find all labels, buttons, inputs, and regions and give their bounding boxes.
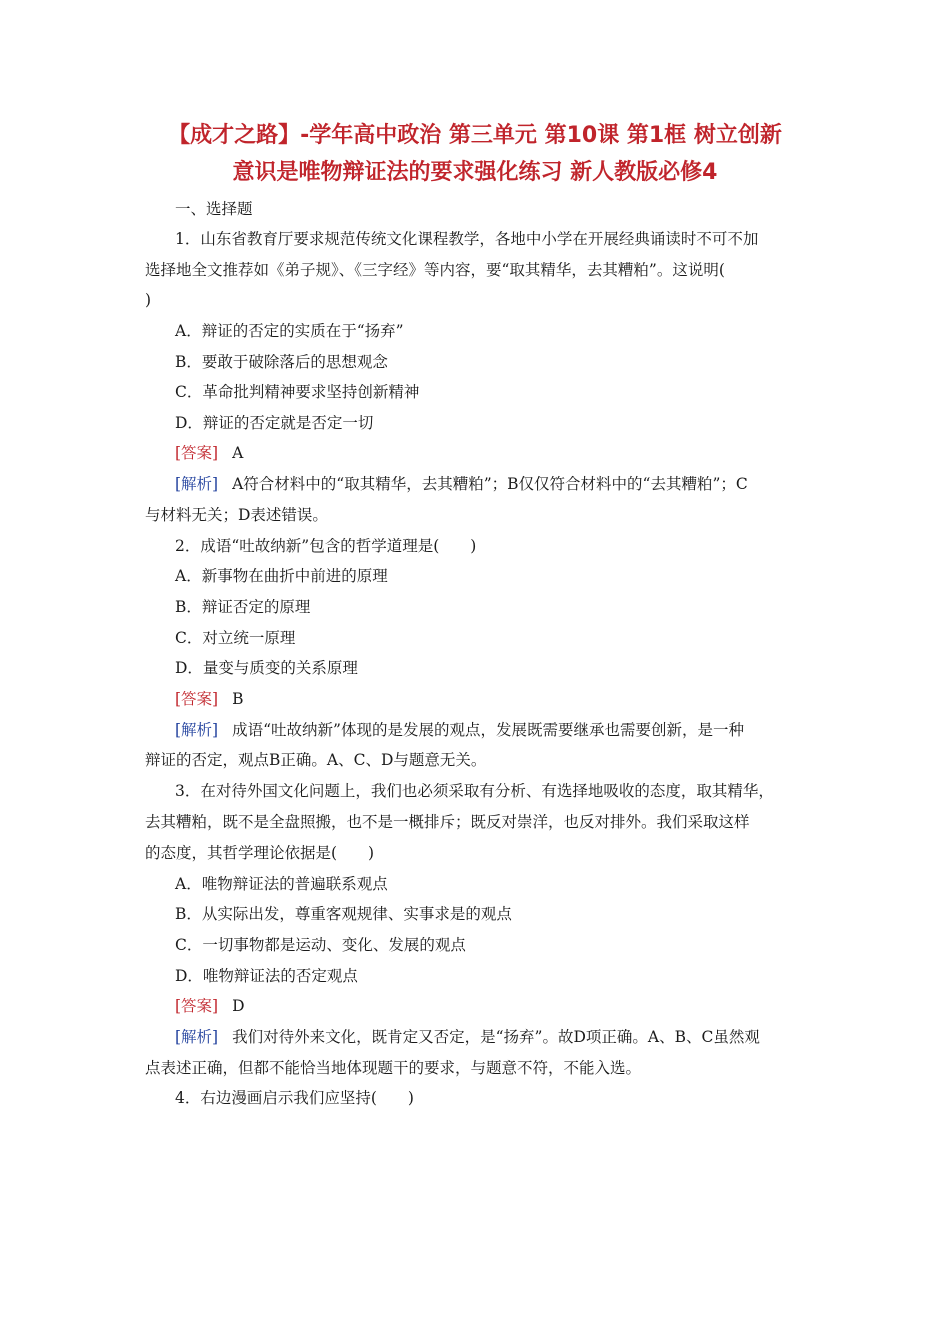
q3-answer: D (232, 997, 245, 1015)
q1-option-c: C．革命批判精神要求坚持创新精神 (175, 383, 420, 401)
q3-option-c: C．一切事物都是运动、变化、发展的观点 (175, 936, 466, 954)
q4-stem: 4．右边漫画启示我们应坚持( ) (175, 1089, 414, 1107)
q2-stem: 2．成语“吐故纳新”包含的哲学道理是( ) (175, 537, 477, 555)
q1-stem-line-3: ) (145, 291, 152, 309)
q1-analysis-line-1 (175, 474, 748, 494)
q3-stem-line-1: 3．在对待外国文化问题上，我们也必须采取有分析、有选择地吸收的态度，取其精华， (175, 782, 774, 800)
q3-analysis-line-1 (175, 1027, 760, 1047)
q1-answer: A (232, 444, 244, 462)
q2-analysis-line-2: 辩证的否定，观点B正确。A、C、D与题意无关。 (145, 751, 487, 769)
document-title-line-1: 【成才之路】-学年高中政治 第三单元 第10课 第1框 树立创新 (168, 123, 782, 148)
analysis-label: [解析] (175, 1028, 219, 1046)
q3-option-d: D．唯物辩证法的否定观点 (175, 967, 358, 985)
q3-analysis-text: 我们对待外来文化，既肯定又否定，是“扬弃”。故D项正确。A、B、C虽然观 (232, 1028, 760, 1046)
document-title-line-2: 意识是唯物辩证法的要求强化练习 新人教版必修4 (232, 160, 718, 185)
q2-answer-row (175, 689, 244, 709)
q1-answer-row (175, 443, 243, 463)
q3-stem-line-3: 的态度，其哲学理论依据是( ) (145, 844, 375, 862)
q2-analysis-text: 成语“吐故纳新”体现的是发展的观点，发展既需要继承也需要创新，是一种 (232, 721, 744, 739)
q3-option-a: A．唯物辩证法的普遍联系观点 (175, 875, 388, 893)
q2-analysis-line-1 (175, 720, 744, 740)
q1-analysis-text: A符合材料中的“取其精华，去其糟粕”；B仅仅符合材料中的“去其糟粕”；C (232, 475, 748, 493)
q2-option-c: C．对立统一原理 (175, 629, 296, 647)
answer-label: [答案] (175, 690, 219, 708)
q1-option-d: D．辩证的否定就是否定一切 (175, 414, 374, 432)
q1-option-b: B．要敢于破除落后的思想观念 (175, 353, 388, 371)
q2-option-b: B．辩证否定的原理 (175, 598, 311, 616)
q3-answer-row (175, 996, 245, 1016)
q2-answer: B (232, 690, 244, 708)
section-heading: 一、选择题 (175, 200, 253, 218)
q1-stem-line-2: 选择地全文推荐如《弟子规》、《三字经》等内容，要“取其精华，去其糟粕”。这说明( (145, 261, 725, 279)
q3-option-b: B．从实际出发，尊重客观规律、实事求是的观点 (175, 905, 512, 923)
q1-stem-line-1: 1．山东省教育厅要求规范传统文化课程教学，各地中小学在开展经典诵读时不可不加 (175, 230, 759, 248)
analysis-label: [解析] (175, 721, 219, 739)
q2-option-a: A．新事物在曲折中前进的原理 (175, 567, 388, 585)
q3-analysis-line-2: 点表述正确，但都不能恰当地体现题干的要求，与题意不符，不能入选。 (145, 1059, 642, 1077)
q3-stem-line-2: 去其糟粕，既不是全盘照搬，也不是一概排斥；既反对崇洋，也反对排外。我们采取这样 (145, 813, 750, 831)
q2-option-d: D．量变与质变的关系原理 (175, 659, 358, 677)
answer-label: [答案] (175, 997, 219, 1015)
answer-label: [答案] (175, 444, 219, 462)
analysis-label: [解析] (175, 475, 219, 493)
q1-option-a: A．辩证的否定的实质在于“扬弃” (175, 322, 404, 340)
q1-analysis-line-2: 与材料无关；D表述错误。 (145, 506, 328, 524)
